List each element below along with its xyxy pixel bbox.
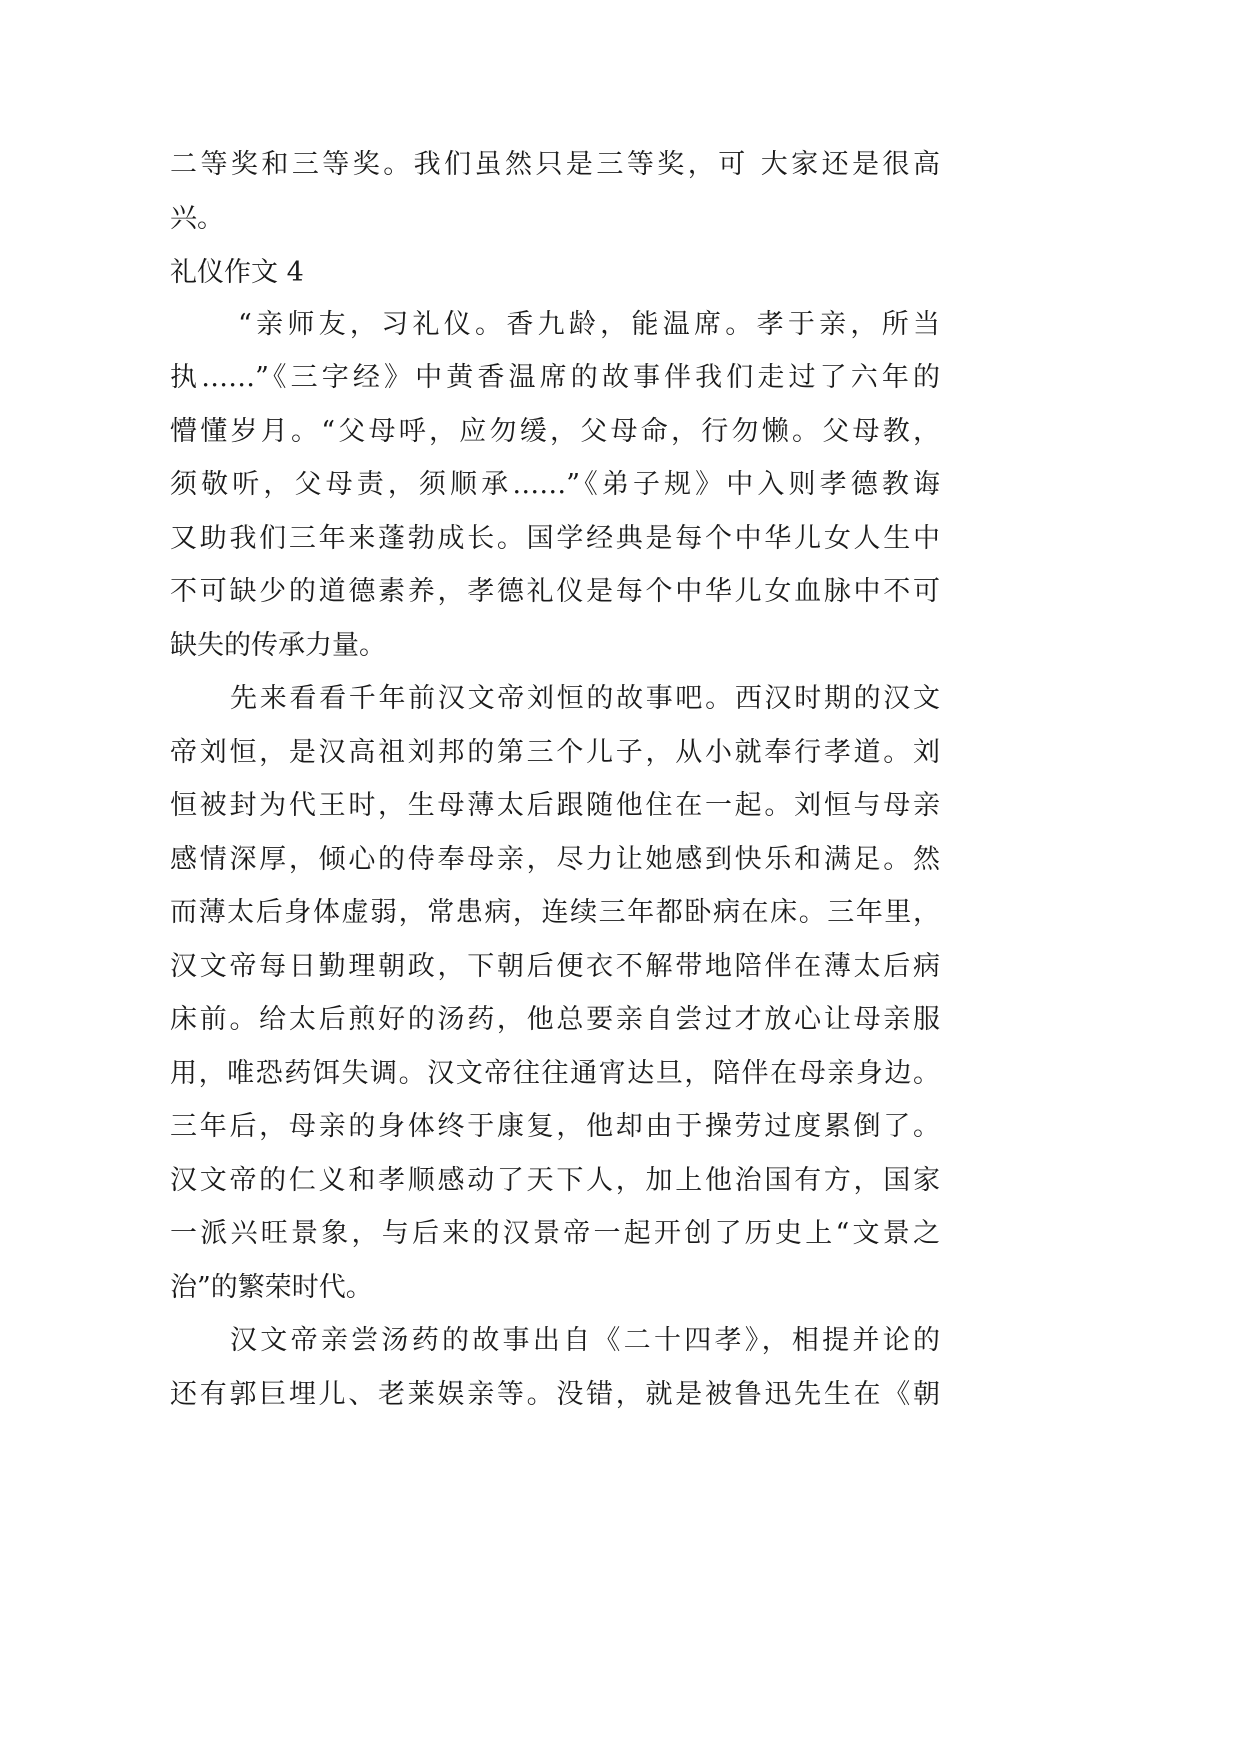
paragraph-line: “亲师友，习礼仪。香九龄，能温席。孝于亲，所当 bbox=[238, 309, 940, 340]
paragraph-line: 须敬听，父母责，须顺承……”《弟子规》中入则孝德教诲 bbox=[170, 469, 940, 500]
paragraph-line: 不可缺少的道德素养，孝德礼仪是每个中华儿女血脉中不可 bbox=[170, 576, 940, 607]
paragraph-line: 还有郭巨埋儿、老莱娱亲等。没错，就是被鲁迅先生在《朝 bbox=[170, 1379, 940, 1410]
paragraph-line: 先来看看千年前汉文帝刘恒的故事吧。西汉时期的汉文 bbox=[230, 683, 940, 714]
paragraph-line: 床前。给太后煎好的汤药，他总要亲自尝过才放心让母亲服 bbox=[170, 1004, 940, 1035]
paragraph-line: 而薄太后身体虚弱，常患病，连续三年都卧病在床。三年里， bbox=[170, 897, 940, 928]
paragraph-line: 兴。 bbox=[170, 203, 224, 234]
paragraph-line: 治”的繁荣时代。 bbox=[170, 1272, 373, 1303]
paragraph-line: 感情深厚，倾心的侍奉母亲，尽力让她感到快乐和满足。然 bbox=[170, 844, 940, 875]
paragraph-line: 汉文帝每日勤理朝政，下朝后便衣不解带地陪伴在薄太后病 bbox=[170, 951, 940, 982]
paragraph-line: 执……”《三字经》中黄香温席的故事伴我们走过了六年的 bbox=[170, 362, 940, 393]
paragraph-line: 恒被封为代王时，生母薄太后跟随他住在一起。刘恒与母亲 bbox=[170, 790, 940, 821]
paragraph-line: 一派兴旺景象，与后来的汉景帝一起开创了历史上“文景之 bbox=[170, 1218, 940, 1249]
paragraph-line: 缺失的传承力量。 bbox=[170, 630, 386, 661]
paragraph-line: 又助我们三年来蓬勃成长。国学经典是每个中华儿女人生中 bbox=[170, 523, 940, 554]
paragraph-line: 汉文帝亲尝汤药的故事出自《二十四孝》，相提并论的 bbox=[230, 1325, 940, 1356]
paragraph-line: 三年后，母亲的身体终于康复，他却由于操劳过度累倒了。 bbox=[170, 1111, 940, 1142]
paragraph-line: 二等奖和三等奖。我们虽然只是三等奖，可 大家还是很高 bbox=[170, 149, 940, 180]
paragraph-line: 懵懂岁月。“父母呼，应勿缓，父母命，行勿懒。父母教， bbox=[170, 416, 940, 447]
section-heading: 礼仪作文 4 bbox=[170, 257, 304, 288]
paragraph-line: 用，唯恐药饵失调。汉文帝往往通宵达旦，陪伴在母亲身边。 bbox=[170, 1058, 940, 1089]
paragraph-line: 汉文帝的仁义和孝顺感动了天下人，加上他治国有方，国家 bbox=[170, 1165, 940, 1196]
paragraph-line: 帝刘恒，是汉高祖刘邦的第三个儿子，从小就奉行孝道。刘 bbox=[170, 737, 940, 768]
